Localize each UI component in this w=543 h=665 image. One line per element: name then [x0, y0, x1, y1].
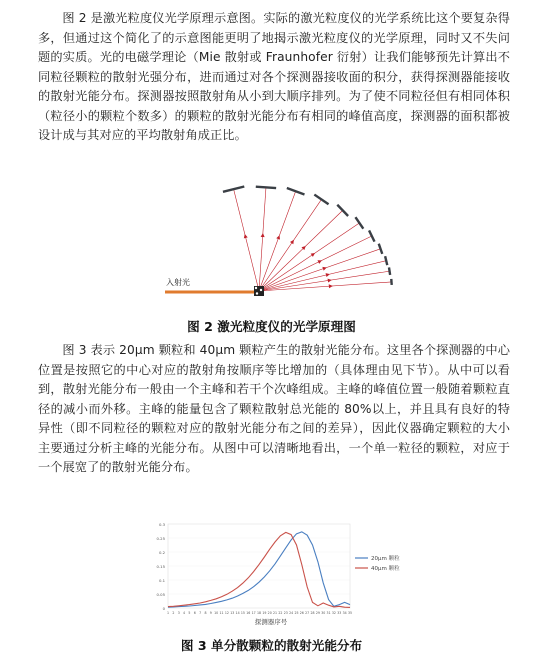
scattered-ray: [259, 223, 359, 291]
scattered-ray: [259, 271, 390, 291]
x-tick-label: 9: [209, 611, 212, 615]
figure-2-caption: 图 2 激光粒度仪的光学原理图: [187, 319, 356, 334]
x-tick-label: 17: [251, 611, 256, 615]
x-tick-label: 27: [305, 611, 310, 615]
detector: [314, 195, 328, 205]
legend-label: 40μm 颗粒: [371, 566, 400, 572]
y-tick-label: 0.3: [158, 522, 165, 527]
x-tick-label: 11: [219, 611, 224, 615]
x-tick-label: 31: [326, 611, 331, 615]
y-tick-label: 0.1: [158, 578, 165, 583]
x-tick-label: 32: [331, 611, 336, 615]
legend-label: 20μm 颗粒: [371, 556, 400, 562]
x-tick-label: 24: [289, 611, 294, 615]
x-tick-label: 8: [204, 611, 207, 615]
x-tick-label: 26: [299, 611, 304, 615]
detector: [223, 187, 244, 192]
x-tick-label: 22: [278, 611, 283, 615]
x-tick-label: 4: [183, 611, 186, 615]
ray-arrowhead: [311, 251, 317, 257]
y-tick-label: 0.25: [156, 536, 165, 541]
x-tick-label: 25: [294, 611, 299, 615]
x-tick-label: 7: [199, 611, 202, 615]
x-tick-label: 19: [262, 611, 267, 615]
x-tick-label: 18: [256, 611, 262, 615]
scattered-rays: [234, 187, 392, 291]
x-tick-label: 12: [224, 611, 229, 615]
ray-arrowhead: [261, 233, 265, 237]
ray-arrowhead: [317, 259, 322, 264]
x-tick-label: 1: [166, 611, 170, 615]
x-tick-label: 5: [188, 611, 191, 615]
x-tick-label: 21: [273, 611, 278, 615]
x-tick-label: 6: [193, 611, 196, 615]
scattered-ray: [234, 189, 259, 291]
chart-legend: [355, 554, 400, 572]
incident-light-label: 入射光: [166, 278, 190, 287]
y-tick-label: 0.2: [158, 550, 165, 555]
ray-arrowhead: [243, 234, 248, 239]
x-tick-label: 34: [342, 611, 347, 615]
series-line: [168, 532, 350, 607]
y-tick-label: 0.15: [156, 564, 165, 569]
figure-3-paragraph: 图 3 表示 20μm 颗粒和 40μm 颗粒产生的散射光能分布。这里各个探测器的中心位置是按照它的中心对应的散射角按顺序等比增加的（具体理由见下节）。从中可以看到，散射光能分布一般由一个主峰和若干个次峰组成。主峰的峰值位置一般随着颗粒直径的减小而外移。主峰的能量包含了颗粒散射总光能的 80%以上，并且具有良好的特异性（即不同粒径的颗粒对应的散射光能分布之间的差异），因此仪器确定颗粒的大小主要通过分析主峰的光能分布。从图中可以清晰地看出，一个单一粒径的颗粒，对应于一个展宽了的散射光能分布。: [38, 343, 510, 474]
scattered-ray: [259, 210, 343, 291]
y-tick-label: 0.05: [156, 592, 165, 597]
y-tick-label: 0: [162, 606, 165, 611]
ray-arrowhead: [276, 235, 281, 240]
detector: [379, 244, 383, 254]
detector: [256, 187, 276, 188]
figure-3-caption: 图 3 单分散颗粒的散射光能分布: [180, 638, 363, 653]
ray-arrowhead: [290, 239, 296, 245]
sample-particles: [254, 286, 264, 296]
ray-arrowhead: [329, 284, 333, 288]
detector-array: [223, 187, 392, 285]
detector: [385, 256, 387, 265]
x-tick-label: 14: [235, 611, 240, 615]
ray-arrowhead: [326, 272, 331, 277]
scattered-light-energy-chart: [0, 516, 543, 626]
x-tick-label: 10: [214, 611, 219, 615]
detector: [287, 188, 305, 194]
detector: [355, 217, 363, 229]
x-tick-label: 16: [246, 611, 251, 615]
detector: [369, 230, 374, 241]
x-tick-label: 33: [337, 611, 342, 615]
x-axis-label: 探测器序号: [254, 618, 288, 626]
intro-paragraph: 图 2 是激光粒度仪光学原理示意图。实际的激光粒度仪的光学系统比这个要复杂得多，但通过这个简化了的示意图能更明了地揭示激光粒度仪的光学原理，同时又不失问题的实质。光的电磁学理论（Mie 散射或 Fraunhofer 衍射）让我们能够预先计算出不同粒径颗粒的散射光强分布，进而通过对各个探测器接收面的积分，获得探测器能接收的散射光能分布。探测器按照散射角从小到大顺序排列。为了使不同粒径但有相同体积（粒径小的颗粒个数多）的颗粒的散射光能分布有相同的峰值高度，探测器的面积都被设计成与其对应的平均散射角成正比。: [38, 11, 510, 142]
x-tick-label: 2: [172, 611, 175, 615]
ray-arrowhead: [322, 266, 327, 271]
series-line: [168, 532, 350, 607]
x-tick-label: 23: [283, 611, 288, 615]
x-tick-label: 20: [267, 611, 272, 615]
x-tick-label: 15: [240, 611, 245, 615]
x-tick-label: 35: [347, 611, 353, 615]
detector: [389, 267, 390, 275]
x-tick-label: 29: [315, 611, 320, 615]
x-tick-label: 28: [310, 611, 315, 615]
x-tick-label: 3: [177, 611, 180, 615]
optical-principle-diagram: [0, 178, 543, 308]
x-tick-label: 13: [230, 611, 235, 615]
scattered-ray: [259, 249, 381, 291]
scattered-ray: [259, 199, 321, 291]
x-tick-label: 30: [321, 611, 326, 615]
